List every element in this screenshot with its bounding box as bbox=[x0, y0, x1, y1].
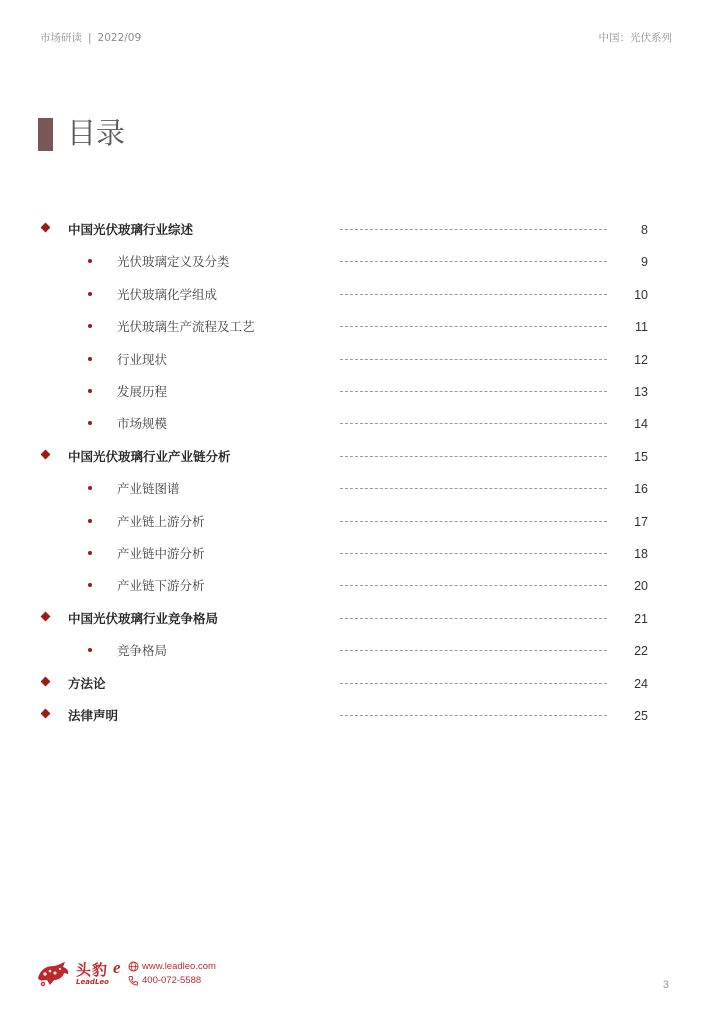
header-separator: | bbox=[88, 32, 92, 44]
toc-subsection-entry[interactable] bbox=[0, 473, 709, 505]
toc-dotted-leader bbox=[340, 553, 607, 554]
toc-dotted-leader bbox=[340, 456, 607, 457]
logo-english-text: LeadLeo bbox=[76, 978, 109, 986]
toc-page-number: 22 bbox=[634, 644, 648, 659]
dot-bullet-icon bbox=[88, 421, 92, 425]
dot-bullet-icon bbox=[88, 583, 92, 587]
toc-subsection-entry[interactable] bbox=[0, 376, 709, 408]
toc-dotted-leader bbox=[340, 521, 607, 522]
toc-dotted-leader bbox=[340, 650, 607, 651]
toc-page-number: 13 bbox=[634, 385, 648, 399]
publication-date: 2022/09 bbox=[97, 32, 142, 44]
toc-page-number: 16 bbox=[634, 482, 648, 497]
toc-section-entry[interactable] bbox=[0, 603, 709, 635]
toc-entry-label: 中国光伏玻璃行业产业链分析 bbox=[68, 448, 231, 464]
toc-dotted-leader bbox=[340, 585, 607, 586]
toc-subsection-entry[interactable] bbox=[0, 279, 709, 311]
toc-entry-label: 产业链上游分析 bbox=[117, 513, 205, 529]
toc-entry-label: 光伏玻璃化学组成 bbox=[117, 286, 218, 302]
website-link[interactable]: www.leadleo.com bbox=[142, 961, 216, 972]
diamond-bullet-icon bbox=[41, 451, 50, 460]
toc-entry-label: 产业链中游分析 bbox=[117, 546, 205, 561]
phone-icon bbox=[128, 975, 139, 986]
toc-entry-label: 产业链下游分析 bbox=[117, 578, 205, 594]
toc-subsection-entry[interactable] bbox=[0, 506, 709, 538]
phone-row bbox=[128, 974, 216, 988]
page-header bbox=[40, 30, 672, 44]
toc-page-number: 24 bbox=[634, 676, 648, 691]
toc-dotted-leader bbox=[340, 391, 607, 392]
toc-dotted-leader bbox=[340, 229, 607, 230]
dot-bullet-icon bbox=[88, 648, 92, 652]
dot-bullet-icon bbox=[88, 519, 92, 523]
toc-page-number: 9 bbox=[641, 255, 648, 270]
toc-section-entry[interactable] bbox=[0, 668, 709, 700]
toc-entry-label: 行业现状 bbox=[117, 351, 168, 367]
toc-dotted-leader bbox=[340, 326, 607, 327]
toc-dotted-leader bbox=[340, 683, 607, 684]
toc-dotted-leader bbox=[340, 294, 607, 295]
toc-entry-label: 法律声明 bbox=[68, 708, 119, 723]
toc-section-entry[interactable] bbox=[0, 214, 709, 246]
logo-e-mark: e bbox=[113, 958, 121, 977]
diamond-bullet-icon bbox=[41, 678, 50, 687]
toc-page-number: 14 bbox=[634, 417, 648, 432]
toc-page-number: 18 bbox=[634, 547, 648, 561]
footer-brand bbox=[36, 958, 236, 992]
toc-subsection-entry[interactable] bbox=[0, 570, 709, 602]
toc-section-entry[interactable] bbox=[0, 700, 709, 732]
toc-section-entry[interactable] bbox=[0, 441, 709, 473]
contact-info bbox=[128, 960, 216, 988]
toc-page-number: 12 bbox=[634, 352, 648, 367]
header-left bbox=[40, 30, 141, 45]
toc-subsection-entry[interactable] bbox=[0, 344, 709, 376]
publication-name: 市场研读 bbox=[40, 32, 82, 44]
toc-entry-label: 市场规模 bbox=[117, 416, 168, 432]
toc-dotted-leader bbox=[340, 261, 607, 262]
toc-entry-label: 发展历程 bbox=[117, 384, 168, 399]
toc-entry-label: 方法论 bbox=[68, 675, 106, 691]
toc-entry-label: 光伏玻璃定义及分类 bbox=[117, 254, 230, 270]
series-name: 中国：光伏系列 bbox=[598, 32, 672, 44]
toc-page-number: 10 bbox=[634, 287, 648, 302]
toc-dotted-leader bbox=[340, 715, 607, 716]
dot-bullet-icon bbox=[88, 259, 92, 263]
toc-page-number: 17 bbox=[634, 514, 648, 529]
toc-entry-label: 竞争格局 bbox=[117, 643, 168, 659]
dot-bullet-icon bbox=[88, 357, 92, 361]
title-accent-bar bbox=[38, 118, 53, 151]
leopard-logo-icon bbox=[36, 958, 70, 988]
toc-dotted-leader bbox=[340, 423, 607, 424]
toc-dotted-leader bbox=[340, 488, 607, 489]
page-title: 目录 bbox=[67, 116, 126, 150]
toc-page-number: 11 bbox=[635, 320, 648, 335]
toc-dotted-leader bbox=[340, 618, 607, 619]
dot-bullet-icon bbox=[88, 486, 92, 490]
toc-page-number: 20 bbox=[634, 579, 648, 594]
toc-subsection-entry[interactable] bbox=[0, 538, 709, 570]
toc-page-number: 15 bbox=[634, 449, 648, 464]
toc-page-number: 8 bbox=[641, 223, 648, 237]
page-number: 3 bbox=[662, 979, 669, 991]
logo-chinese-text: 头豹 bbox=[76, 961, 109, 979]
toc-subsection-entry[interactable] bbox=[0, 408, 709, 440]
toc-subsection-entry[interactable] bbox=[0, 246, 709, 278]
phone-number: 400-072-5588 bbox=[142, 975, 202, 986]
dot-bullet-icon bbox=[88, 551, 92, 555]
globe-icon bbox=[128, 961, 139, 972]
dot-bullet-icon bbox=[88, 389, 92, 393]
toc-page-number: 25 bbox=[634, 709, 648, 723]
toc-page-number: 21 bbox=[634, 611, 648, 626]
toc-entry-label: 中国光伏玻璃行业竞争格局 bbox=[68, 610, 219, 626]
toc-entry-label: 光伏玻璃生产流程及工艺 bbox=[117, 319, 255, 335]
toc-subsection-entry[interactable] bbox=[0, 311, 709, 343]
diamond-bullet-icon bbox=[41, 710, 50, 719]
toc-subsection-entry[interactable] bbox=[0, 635, 709, 667]
toc-entry-label: 产业链图谱 bbox=[117, 481, 180, 497]
dot-bullet-icon bbox=[88, 324, 92, 328]
diamond-bullet-icon bbox=[41, 613, 50, 622]
diamond-bullet-icon bbox=[41, 224, 50, 233]
toc-dotted-leader bbox=[340, 359, 607, 360]
toc-entry-label: 中国光伏玻璃行业综述 bbox=[68, 222, 194, 237]
dot-bullet-icon bbox=[88, 292, 92, 296]
website-row bbox=[128, 960, 216, 974]
